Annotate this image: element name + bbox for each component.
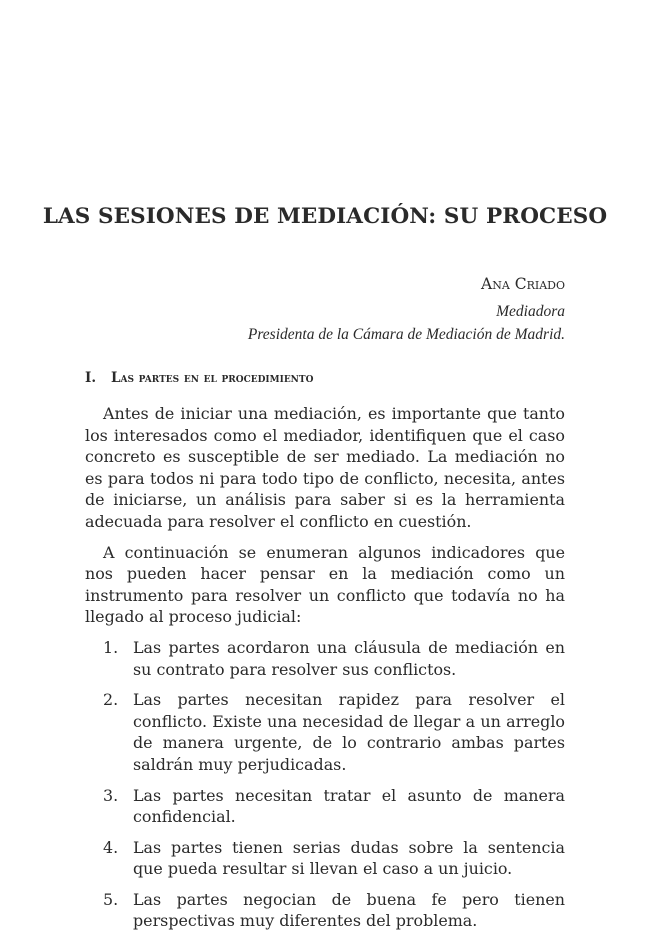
section-number: I.: [85, 370, 97, 386]
list-item-number: 2.: [103, 690, 119, 710]
list-item-text: Las partes acordaron una cláusula de mediación en su contrato para resolver sus conflictos.: [133, 637, 565, 679]
list-item-text: Las partes necesitan tratar el asunto de manera confidencial.: [133, 785, 565, 827]
list-item-number: 4.: [103, 837, 119, 857]
indicator-list: [85, 637, 565, 932]
author-role: Mediadora: [496, 303, 565, 320]
author-block: [248, 274, 565, 346]
section-title: Las partes en el procedimiento: [111, 370, 314, 386]
list-item: [85, 637, 565, 680]
body-text: [85, 403, 565, 941]
paragraph: A continuación se enumeran algunos indicadores que nos pueden hacer pensar en la mediación como un instrumento para resolver un conflicto que todavía no ha llegado al proceso judicial:: [85, 542, 565, 627]
list-item-text: Las partes necesitan rapidez para resolver el conflicto. Existe una necesidad de llegar a un arreglo de manera urgente, de lo contrario ambas partes saldrán muy perjudicadas.: [133, 690, 565, 774]
document-title: LAS SESIONES DE MEDIACIÓN: SU PROCESO: [42, 204, 608, 229]
author-name: Ana Criado: [481, 275, 565, 293]
list-item-number: 5.: [103, 889, 119, 909]
list-item-text: Las partes negocian de buena fe pero tienen perspectivas muy diferentes del problema.: [133, 889, 565, 931]
list-item: [85, 689, 565, 775]
section-heading: [85, 370, 313, 386]
list-item-text: Las partes tienen serias dudas sobre la sentencia que pueda resultar si llevan el caso a un juicio.: [133, 837, 565, 879]
paragraph: Antes de iniciar una mediación, es importante que tanto los interesados como el mediador, identifiquen que el caso concreto es susceptible de ser mediado. La mediación no es para todos ni para todo tipo de conflicto, necesita, antes de iniciarse, un análisis para saber si es la herramienta adecuada para resolver el conflicto en cuestión.: [85, 404, 565, 531]
list-item-number: 3.: [103, 785, 119, 805]
list-item: [85, 837, 565, 880]
list-item: [85, 785, 565, 828]
list-item: [85, 889, 565, 932]
author-affiliation: Presidenta de la Cámara de Mediación de Madrid.: [247, 326, 565, 343]
list-item-number: 1.: [103, 637, 119, 657]
